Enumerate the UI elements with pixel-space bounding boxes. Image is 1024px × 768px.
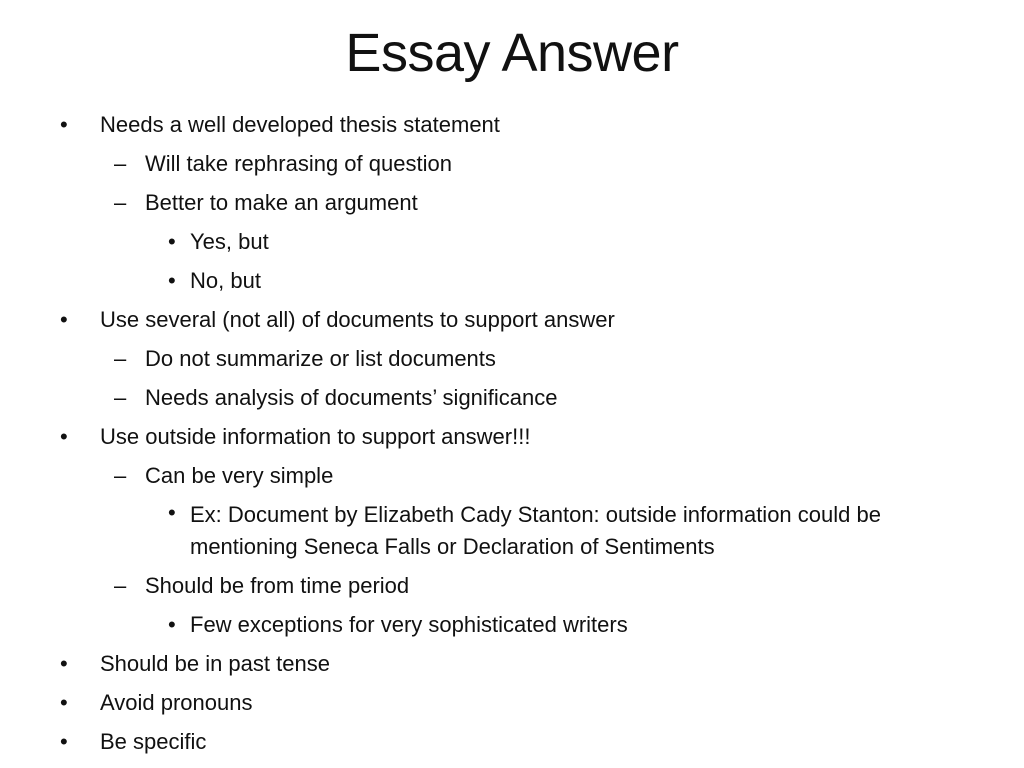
bullet-text: Should be in past tense [100, 651, 330, 676]
bullet-text: Use several (not all) of documents to support answer [100, 307, 615, 332]
bullet-marker: • [60, 651, 68, 676]
bullet-marker: • [60, 424, 68, 449]
bullet-marker: • [60, 729, 68, 754]
dash-marker: – [114, 190, 127, 215]
sub-bullet-text: Better to make an argument [145, 190, 418, 215]
bullet-text: Needs a well developed thesis statement [100, 112, 500, 137]
dash-marker: – [114, 463, 127, 488]
bullet-marker: • [60, 112, 68, 137]
slide-title: Essay Answer [345, 23, 679, 83]
dash-marker: – [114, 151, 127, 176]
sub-sub-bullet-text: Yes, but [190, 229, 269, 254]
sub-sub-bullet-text: No, but [190, 268, 261, 293]
sub-bullet-text: Can be very simple [145, 463, 334, 488]
dash-marker: – [114, 346, 127, 371]
dash-marker: – [114, 385, 127, 410]
sub-bullet-text: Should be from time period [145, 573, 410, 598]
bullet-marker: • [60, 690, 68, 715]
bullet-text: Avoid pronouns [100, 690, 253, 715]
sub-sub-bullet-text: Few exceptions for very sophisticated writers [190, 612, 628, 637]
sub-bullet-text: Needs analysis of documents’ significance [145, 385, 558, 410]
bullet-text: Be specific [100, 729, 207, 754]
sub-bullet-text: Do not summarize or list documents [145, 346, 496, 371]
sub-bullet-text: Will take rephrasing of question [145, 151, 452, 176]
sub-sub-bullet-text: Ex: Document by Elizabeth Cady Stanton: outside information could be mentioning Seneca Falls or Declaration of Sentiments [190, 502, 881, 559]
bullet-marker: • [168, 612, 176, 637]
bullet-marker: • [168, 268, 176, 293]
bullet-marker: • [60, 307, 68, 332]
bullet-marker: • [168, 500, 176, 525]
bullet-text: Use outside information to support answer!!! [100, 424, 531, 449]
bullet-marker: • [168, 229, 176, 254]
dash-marker: – [114, 573, 127, 598]
